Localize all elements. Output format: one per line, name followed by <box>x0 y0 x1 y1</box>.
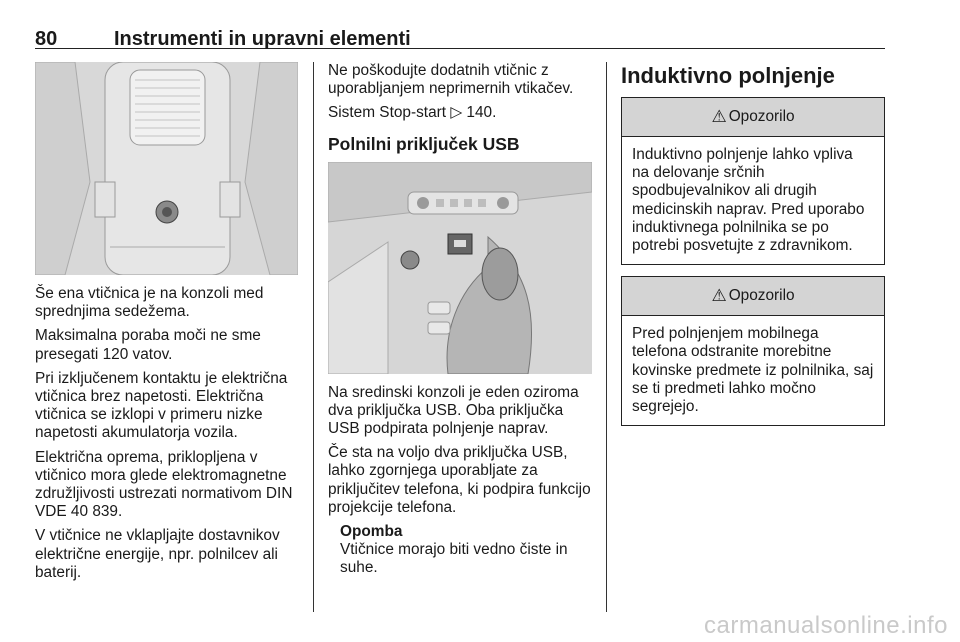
column-divider <box>606 62 607 612</box>
paragraph: V vtičnice ne vklapljajte dostavnikov električne energije, npr. polnilcev ali baterij. <box>35 527 280 581</box>
column-2 <box>328 62 592 583</box>
usb-port-drawing <box>328 162 592 374</box>
stop-start-reference <box>328 104 592 122</box>
warning-text: Pred polnjenjem mobilnega telefona odstranite morebitne kovinske predmete iz polnilnika, saj se ti predmeti lahko močno segrejejo. <box>632 325 874 416</box>
warning-icon: ⚠ <box>711 107 727 126</box>
column-divider <box>313 62 314 612</box>
page-reference-icon: ▷ <box>450 104 463 122</box>
paragraph: Na sredinski konzoli je eden oziroma dva priključka USB. Oba priključka USB podpirata polnjenje naprav. <box>328 383 579 438</box>
paragraph: Maksimalna poraba moči ne sme presegati 120 vatov. <box>35 327 261 363</box>
page-header <box>35 22 885 49</box>
reference-page: 140. <box>462 104 497 122</box>
section-heading-inductive: Induktivno polnjenje <box>621 63 835 88</box>
page-title: Instrumenti in upravni elementi <box>114 28 411 50</box>
warning-icon: ⚠ <box>711 286 727 306</box>
warning-title: Opozorilo <box>728 108 795 125</box>
paragraph: Še ena vtičnica je na konzoli med sprednjima sedežema. <box>35 285 264 321</box>
note-text: Vtičnice morajo biti vedno čiste in suhe. <box>340 541 568 577</box>
paragraph: Električna oprema, priklopljena v vtičnico mora glede elektromagnetne združljivosti ustrezati normativom DIN VDE 40 839. <box>35 448 293 521</box>
note <box>328 523 592 577</box>
paragraph: Če sta na voljo dva priključka USB, lahko zgornjega uporabljate za priključitev telefona, ki podpira funkcijo projekcije telefona. <box>328 444 591 516</box>
usb-port-illustration <box>328 162 592 374</box>
reference-text: Sistem Stop-start <box>328 104 451 122</box>
warning-title: Opozorilo <box>728 287 795 305</box>
section-heading-usb: Polnilni priključek USB <box>328 133 520 154</box>
warning-header <box>622 98 884 137</box>
warning-box <box>621 276 885 426</box>
column-1 <box>35 62 298 588</box>
console-socket-drawing <box>35 62 298 275</box>
warning-header <box>622 277 884 316</box>
column-3 <box>621 62 885 426</box>
paragraph: Pri izključenem kontaktu je električna vtičnica brez napetosti. Električna vtičnica se izklopi v primeru nizke napetosti akumulatorja vozila. <box>35 369 288 442</box>
watermark: carmanualsonline.info <box>704 612 948 639</box>
console-socket-illustration <box>35 62 298 275</box>
paragraph: Ne poškodujte dodatnih vtičnic z uporabljanjem neprimernih vtikačev. <box>328 62 574 98</box>
warning-box <box>621 97 885 265</box>
warning-text: Induktivno polnjenje lahko vpliva na delovanje srčnih spodbujevalnikov ali drugih medicinskih naprav. Pred uporabo induktivnega polnilnika se po potrebi posvetujte z zdravnikom. <box>632 146 865 255</box>
note-title: Opomba <box>340 523 403 541</box>
page-number: 80 <box>35 28 58 50</box>
